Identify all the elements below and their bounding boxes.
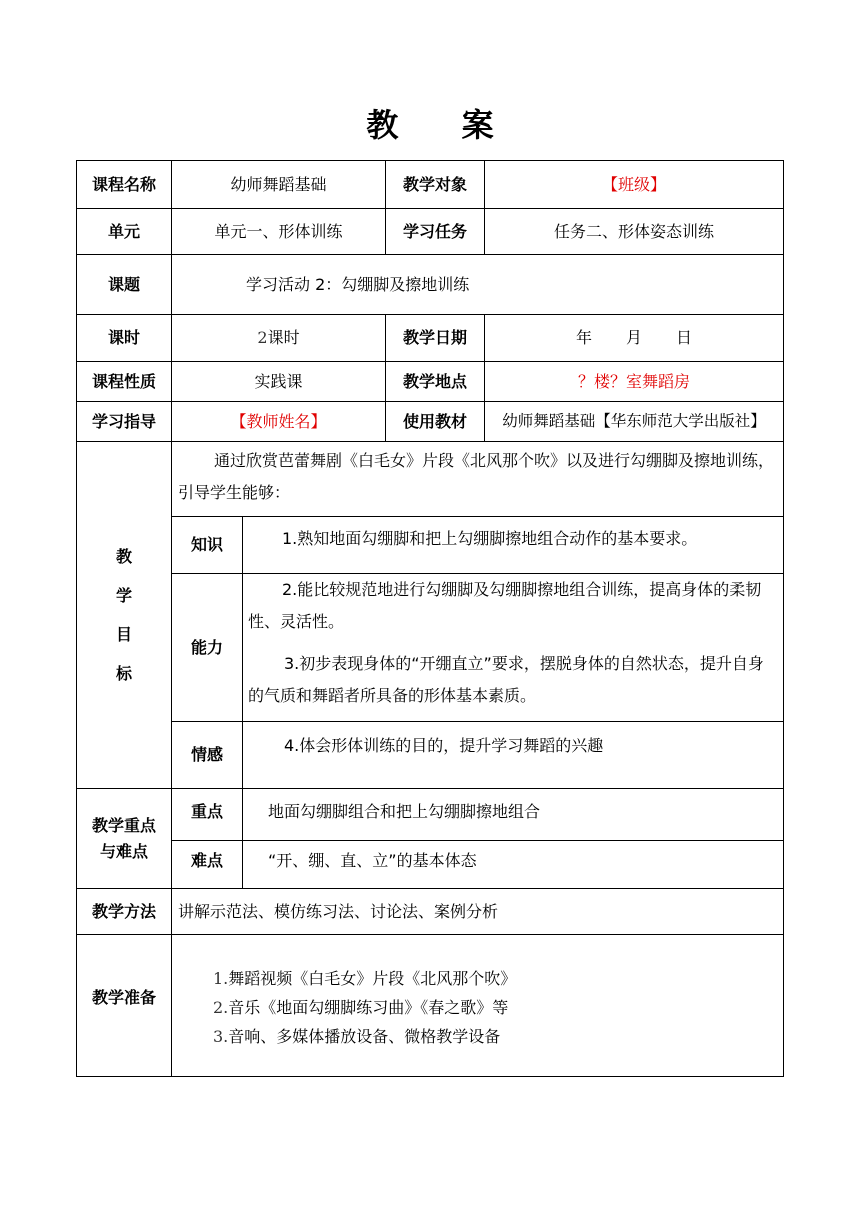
date-month: 月	[625, 328, 642, 348]
teaching-place-value: ？楼？室舞蹈房	[577, 371, 690, 391]
keypoints-label	[77, 789, 171, 888]
teaching-method-label: 教学方法	[91, 901, 156, 921]
course-name-label: 课程名称	[91, 174, 156, 194]
class-hours-label: 课时	[107, 328, 140, 348]
learning-task-label: 学习任务	[402, 221, 467, 241]
unit-label: 单元	[107, 221, 140, 241]
topic-value: 学习活动 2：勾绷脚及擦地训练	[246, 274, 470, 294]
objectives-label	[77, 442, 171, 788]
difficulty-value: “开、绷、直、立”的基本体态	[268, 851, 477, 871]
ability-text-3: 3.初步表现身体的“开绷直立”要求，摆脱身体的自然状态，提升自身的气质和舞蹈者所具备的形体基本素质。	[248, 654, 764, 705]
emotion-text: 4.体会形体训练的目的，提升学习舞蹈的兴趣	[284, 736, 604, 755]
prep-items	[213, 964, 773, 1051]
class-hours-number: 2	[257, 328, 268, 348]
learning-guide-value: 【教师姓名】	[230, 411, 327, 431]
emotion-label: 情感	[190, 745, 223, 765]
textbook-label: 使用教材	[402, 411, 467, 431]
knowledge-text: 1.熟知地面勾绷脚和把上勾绷脚擦地组合动作的基本要求。	[282, 529, 698, 548]
teaching-date-label: 教学日期	[402, 328, 467, 348]
class-hours-unit: 课时	[267, 328, 300, 348]
keypoints-label-line-2: 与难点	[99, 841, 148, 861]
teaching-method-value: 讲解示范法、模仿练习法、讨论法、案例分析	[178, 901, 499, 921]
date-year: 年	[575, 328, 592, 348]
list-item: 2.音乐《地面勾绷脚练习曲》《春之歌》等	[213, 998, 509, 1017]
topic-label: 课题	[107, 274, 140, 294]
course-name-value: 幼师舞蹈基础	[230, 174, 327, 194]
teaching-target-value: 【班级】	[601, 174, 666, 194]
unit-value: 单元一、形体训练	[214, 221, 343, 241]
key-point-value: 地面勾绷脚组合和把上勾绷脚擦地组合	[268, 801, 541, 821]
ability-text-2: 2.能比较规范地进行勾绷脚及勾绷脚擦地组合训练，提高身体的柔韧性、灵活性。	[248, 580, 762, 631]
objectives-intro: 通过欣赏芭蕾舞剧《白毛女》片段《北风那个吹》以及进行勾绷脚及擦地训练，引导学生能够：	[178, 451, 775, 502]
objectives-label-char-2: 学	[115, 585, 132, 605]
textbook-value: 幼师舞蹈基础【华东师范大学出版社】	[502, 412, 766, 431]
course-nature-value: 实践课	[254, 371, 303, 391]
objectives-label-char-4: 标	[115, 664, 132, 684]
course-nature-label: 课程性质	[91, 371, 156, 391]
list-item: 1.舞蹈视频《白毛女》片段《北风那个吹》	[213, 969, 517, 988]
knowledge-label: 知识	[190, 535, 223, 555]
objectives-label-char-1: 教	[115, 546, 132, 566]
page-title: 教 案	[366, 106, 520, 144]
learning-guide-label: 学习指导	[91, 411, 156, 431]
learning-task-value: 任务二、形体姿态训练	[553, 221, 714, 241]
difficulty-label: 难点	[190, 851, 223, 871]
teaching-prep-label: 教学准备	[91, 988, 156, 1008]
date-day: 日	[676, 328, 693, 348]
teaching-target-label: 教学对象	[402, 174, 467, 194]
list-item: 3.音响、多媒体播放设备、微格教学设备	[213, 1027, 501, 1046]
objectives-label-char-3: 目	[115, 625, 132, 644]
ability-label: 能力	[190, 637, 223, 657]
keypoints-label-line-1: 教学重点	[91, 815, 156, 835]
teaching-prep-list	[213, 964, 773, 1051]
key-point-label: 重点	[190, 801, 223, 821]
teaching-date-value	[485, 315, 783, 361]
class-hours-value	[172, 315, 385, 361]
teaching-place-label: 教学地点	[402, 371, 467, 391]
